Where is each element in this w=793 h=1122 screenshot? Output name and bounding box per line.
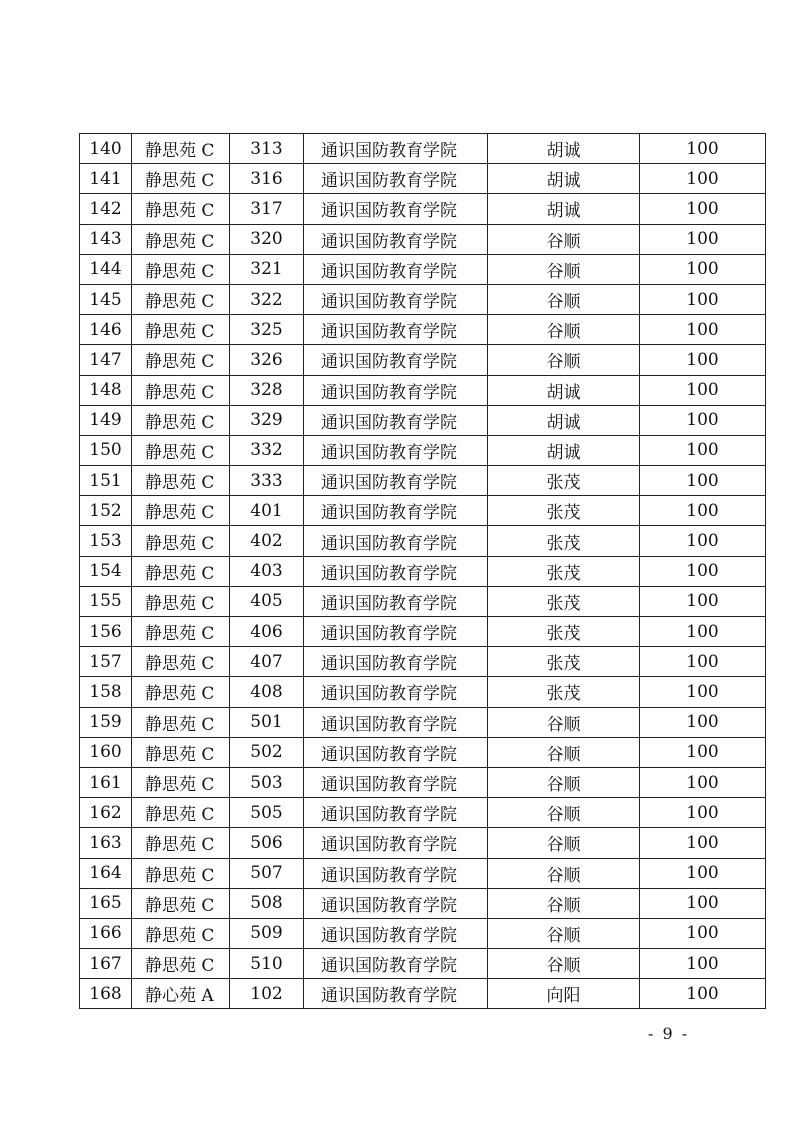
building-cell: 静思苑 C: [132, 617, 230, 647]
college-cell: 通识国防教育学院: [304, 496, 488, 526]
row-number-cell: 141: [80, 164, 132, 194]
row-number-cell: 156: [80, 617, 132, 647]
person-cell: 张茂: [488, 586, 640, 616]
building-cell: 静思苑 C: [132, 466, 230, 496]
person-cell: 张茂: [488, 496, 640, 526]
score-cell: 100: [640, 435, 766, 465]
room-number-cell: 505: [230, 798, 304, 828]
building-cell: 静思苑 C: [132, 737, 230, 767]
person-cell: 谷顺: [488, 858, 640, 888]
table-row: [80, 949, 766, 979]
score-cell: 100: [640, 254, 766, 284]
room-number-cell: 509: [230, 918, 304, 948]
room-number-cell: 506: [230, 828, 304, 858]
person-cell: 胡诚: [488, 194, 640, 224]
score-cell: 100: [640, 224, 766, 254]
row-number-cell: 146: [80, 315, 132, 345]
table-row: [80, 254, 766, 284]
building-cell: 静思苑 C: [132, 345, 230, 375]
row-number-cell: 140: [80, 134, 132, 164]
row-number-cell: 142: [80, 194, 132, 224]
score-cell: 100: [640, 526, 766, 556]
row-number-cell: 149: [80, 405, 132, 435]
table-row: [80, 375, 766, 405]
row-number-cell: 168: [80, 979, 132, 1009]
table-row: [80, 918, 766, 948]
college-cell: 通识国防教育学院: [304, 737, 488, 767]
room-number-cell: 508: [230, 888, 304, 918]
row-number-cell: 164: [80, 858, 132, 888]
table-row: [80, 737, 766, 767]
score-cell: 100: [640, 737, 766, 767]
table-row: [80, 224, 766, 254]
score-cell: 100: [640, 194, 766, 224]
building-cell: 静思苑 C: [132, 798, 230, 828]
college-cell: 通识国防教育学院: [304, 164, 488, 194]
row-number-cell: 154: [80, 556, 132, 586]
row-number-cell: 159: [80, 707, 132, 737]
person-cell: 谷顺: [488, 345, 640, 375]
table-row: [80, 828, 766, 858]
college-cell: 通识国防教育学院: [304, 284, 488, 314]
score-cell: 100: [640, 767, 766, 797]
table-row: [80, 194, 766, 224]
college-cell: 通识国防教育学院: [304, 767, 488, 797]
building-cell: 静心苑 A: [132, 979, 230, 1009]
row-number-cell: 150: [80, 435, 132, 465]
score-cell: 100: [640, 617, 766, 647]
college-cell: 通识国防教育学院: [304, 979, 488, 1009]
table-row: [80, 979, 766, 1009]
person-cell: 向阳: [488, 979, 640, 1009]
building-cell: 静思苑 C: [132, 164, 230, 194]
room-number-cell: 332: [230, 435, 304, 465]
table-row: [80, 858, 766, 888]
score-cell: 100: [640, 888, 766, 918]
college-cell: 通识国防教育学院: [304, 798, 488, 828]
room-number-cell: 322: [230, 284, 304, 314]
score-cell: 100: [640, 828, 766, 858]
person-cell: 谷顺: [488, 254, 640, 284]
score-cell: 100: [640, 677, 766, 707]
room-number-cell: 321: [230, 254, 304, 284]
table-row: [80, 798, 766, 828]
room-number-cell: 317: [230, 194, 304, 224]
person-cell: 胡诚: [488, 405, 640, 435]
college-cell: 通识国防教育学院: [304, 828, 488, 858]
row-number-cell: 153: [80, 526, 132, 556]
row-number-cell: 144: [80, 254, 132, 284]
person-cell: 谷顺: [488, 949, 640, 979]
room-number-cell: 503: [230, 767, 304, 797]
page-number: - 9 -: [648, 1024, 690, 1043]
room-number-cell: 408: [230, 677, 304, 707]
room-number-cell: 320: [230, 224, 304, 254]
score-cell: 100: [640, 918, 766, 948]
building-cell: 静思苑 C: [132, 224, 230, 254]
room-number-cell: 326: [230, 345, 304, 375]
score-cell: 100: [640, 496, 766, 526]
row-number-cell: 158: [80, 677, 132, 707]
table-row: [80, 556, 766, 586]
room-number-cell: 403: [230, 556, 304, 586]
row-number-cell: 162: [80, 798, 132, 828]
score-cell: 100: [640, 466, 766, 496]
building-cell: 静思苑 C: [132, 526, 230, 556]
college-cell: 通识国防教育学院: [304, 224, 488, 254]
room-number-cell: 401: [230, 496, 304, 526]
college-cell: 通识国防教育学院: [304, 918, 488, 948]
building-cell: 静思苑 C: [132, 949, 230, 979]
college-cell: 通识国防教育学院: [304, 586, 488, 616]
room-number-cell: 407: [230, 647, 304, 677]
person-cell: 胡诚: [488, 134, 640, 164]
college-cell: 通识国防教育学院: [304, 949, 488, 979]
college-cell: 通识国防教育学院: [304, 315, 488, 345]
row-number-cell: 151: [80, 466, 132, 496]
row-number-cell: 147: [80, 345, 132, 375]
college-cell: 通识国防教育学院: [304, 345, 488, 375]
college-cell: 通识国防教育学院: [304, 466, 488, 496]
room-number-cell: 328: [230, 375, 304, 405]
building-cell: 静思苑 C: [132, 556, 230, 586]
person-cell: 张茂: [488, 647, 640, 677]
table-row: [80, 435, 766, 465]
table-row: [80, 617, 766, 647]
row-number-cell: 165: [80, 888, 132, 918]
person-cell: 谷顺: [488, 798, 640, 828]
room-number-cell: 502: [230, 737, 304, 767]
score-cell: 100: [640, 284, 766, 314]
building-cell: 静思苑 C: [132, 375, 230, 405]
college-cell: 通识国防教育学院: [304, 435, 488, 465]
person-cell: 谷顺: [488, 284, 640, 314]
row-number-cell: 161: [80, 767, 132, 797]
table-row: [80, 134, 766, 164]
college-cell: 通识国防教育学院: [304, 526, 488, 556]
score-cell: 100: [640, 586, 766, 616]
building-cell: 静思苑 C: [132, 707, 230, 737]
table-row: [80, 707, 766, 737]
college-cell: 通识国防教育学院: [304, 405, 488, 435]
row-number-cell: 160: [80, 737, 132, 767]
room-number-cell: 501: [230, 707, 304, 737]
score-cell: 100: [640, 164, 766, 194]
score-cell: 100: [640, 405, 766, 435]
room-number-cell: 316: [230, 164, 304, 194]
table-row: [80, 405, 766, 435]
room-number-cell: 507: [230, 858, 304, 888]
building-cell: 静思苑 C: [132, 677, 230, 707]
row-number-cell: 145: [80, 284, 132, 314]
room-number-cell: 102: [230, 979, 304, 1009]
table-row: [80, 526, 766, 556]
person-cell: 张茂: [488, 677, 640, 707]
building-cell: 静思苑 C: [132, 194, 230, 224]
table-row: [80, 164, 766, 194]
college-cell: 通识国防教育学院: [304, 858, 488, 888]
person-cell: 胡诚: [488, 164, 640, 194]
row-number-cell: 143: [80, 224, 132, 254]
college-cell: 通识国防教育学院: [304, 617, 488, 647]
building-cell: 静思苑 C: [132, 496, 230, 526]
score-cell: 100: [640, 345, 766, 375]
score-cell: 100: [640, 315, 766, 345]
building-cell: 静思苑 C: [132, 918, 230, 948]
table-row: [80, 315, 766, 345]
building-cell: 静思苑 C: [132, 888, 230, 918]
room-number-cell: 405: [230, 586, 304, 616]
college-cell: 通识国防教育学院: [304, 134, 488, 164]
row-number-cell: 148: [80, 375, 132, 405]
score-cell: 100: [640, 647, 766, 677]
building-cell: 静思苑 C: [132, 254, 230, 284]
person-cell: 谷顺: [488, 767, 640, 797]
person-cell: 张茂: [488, 526, 640, 556]
person-cell: 谷顺: [488, 315, 640, 345]
college-cell: 通识国防教育学院: [304, 888, 488, 918]
table-row: [80, 466, 766, 496]
building-cell: 静思苑 C: [132, 134, 230, 164]
person-cell: 张茂: [488, 617, 640, 647]
room-number-cell: 406: [230, 617, 304, 647]
score-cell: 100: [640, 798, 766, 828]
table-row: [80, 496, 766, 526]
room-number-cell: 510: [230, 949, 304, 979]
person-cell: 胡诚: [488, 375, 640, 405]
building-cell: 静思苑 C: [132, 315, 230, 345]
person-cell: 张茂: [488, 466, 640, 496]
table-row: [80, 345, 766, 375]
room-number-cell: 333: [230, 466, 304, 496]
score-cell: 100: [640, 858, 766, 888]
person-cell: 张茂: [488, 556, 640, 586]
score-cell: 100: [640, 556, 766, 586]
row-number-cell: 157: [80, 647, 132, 677]
building-cell: 静思苑 C: [132, 767, 230, 797]
building-cell: 静思苑 C: [132, 828, 230, 858]
row-number-cell: 166: [80, 918, 132, 948]
college-cell: 通识国防教育学院: [304, 254, 488, 284]
person-cell: 谷顺: [488, 707, 640, 737]
room-number-cell: 402: [230, 526, 304, 556]
room-number-cell: 329: [230, 405, 304, 435]
room-number-cell: 325: [230, 315, 304, 345]
person-cell: 谷顺: [488, 737, 640, 767]
table-row: [80, 888, 766, 918]
building-cell: 静思苑 C: [132, 647, 230, 677]
table-row: [80, 586, 766, 616]
room-number-cell: 313: [230, 134, 304, 164]
college-cell: 通识国防教育学院: [304, 194, 488, 224]
score-cell: 100: [640, 707, 766, 737]
score-cell: 100: [640, 375, 766, 405]
college-cell: 通识国防教育学院: [304, 375, 488, 405]
person-cell: 谷顺: [488, 224, 640, 254]
building-cell: 静思苑 C: [132, 586, 230, 616]
building-cell: 静思苑 C: [132, 284, 230, 314]
building-cell: 静思苑 C: [132, 435, 230, 465]
table-body: [80, 134, 766, 1009]
table-row: [80, 284, 766, 314]
person-cell: 谷顺: [488, 828, 640, 858]
college-cell: 通识国防教育学院: [304, 556, 488, 586]
person-cell: 胡诚: [488, 435, 640, 465]
table-row: [80, 647, 766, 677]
score-cell: 100: [640, 979, 766, 1009]
college-cell: 通识国防教育学院: [304, 677, 488, 707]
row-number-cell: 167: [80, 949, 132, 979]
college-cell: 通识国防教育学院: [304, 707, 488, 737]
person-cell: 谷顺: [488, 888, 640, 918]
table-row: [80, 677, 766, 707]
row-number-cell: 155: [80, 586, 132, 616]
dormitory-score-table: [79, 133, 766, 1009]
score-cell: 100: [640, 949, 766, 979]
college-cell: 通识国防教育学院: [304, 647, 488, 677]
table-row: [80, 767, 766, 797]
building-cell: 静思苑 C: [132, 405, 230, 435]
row-number-cell: 163: [80, 828, 132, 858]
row-number-cell: 152: [80, 496, 132, 526]
score-cell: 100: [640, 134, 766, 164]
person-cell: 谷顺: [488, 918, 640, 948]
building-cell: 静思苑 C: [132, 858, 230, 888]
